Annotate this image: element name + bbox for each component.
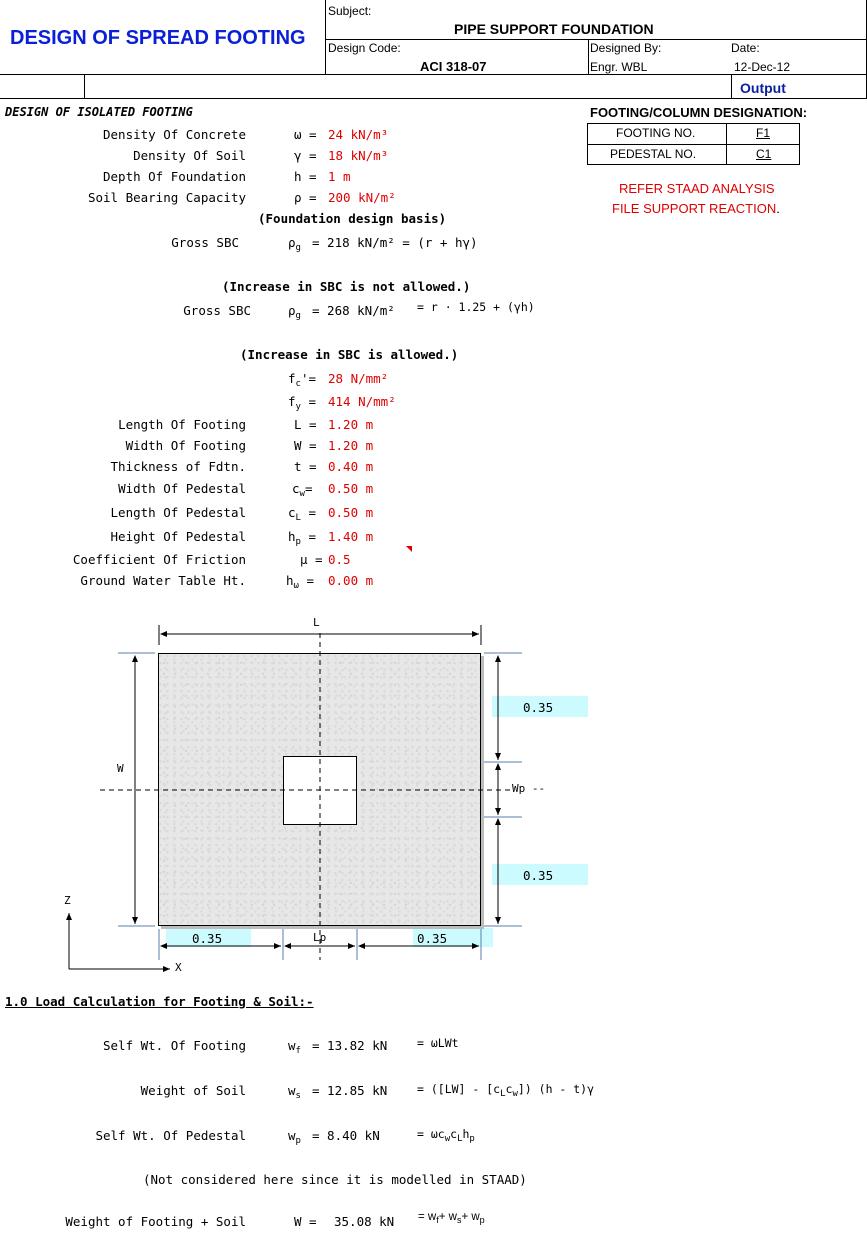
length-pedestal-sym-main: c [288,505,296,520]
footing-no-value[interactable]: F1 [756,126,771,140]
depth-foundation-value[interactable]: 1 m [328,169,351,184]
fc-sym-main: f [288,371,296,386]
width-footing-value[interactable]: 1.20 m [328,438,374,453]
design-code-value: ACI 318-07 [420,59,487,74]
soil-bearing-label: Soil Bearing Capacity [87,190,246,205]
total-weight-formula-sub2: s [456,1215,462,1225]
density-soil-sym: γ = [294,148,317,163]
design-code-label: Design Code: [328,41,401,55]
page-title: DESIGN OF SPREAD FOOTING [10,27,306,49]
fy-sym-sub: y [295,402,301,412]
not-allowed-note: (Increase in SBC is not allowed.) [222,279,471,294]
depth-foundation-label: Depth Of Foundation [103,169,246,184]
designation-title: FOOTING/COLUMN DESIGNATION: [590,105,808,120]
height-pedestal-sym-main: h [288,529,296,544]
self-wt-pedestal-eq: = 8.40 kN [312,1128,380,1143]
self-wt-pedestal-formula [417,1127,475,1144]
fc-sym-eq: '= [300,371,317,386]
self-wt-footing-sym [288,1038,301,1056]
weight-soil-sym [288,1083,301,1101]
weight-soil-formula-mid: c [505,1082,513,1096]
fy-value[interactable]: 414 N/mm² [328,394,396,409]
thickness-label: Thickness of Fdtn. [110,459,246,474]
weight-soil-label: Weight of Soil [140,1083,246,1098]
gross-sbc2-eq: = 268 kN/m² [312,303,395,318]
total-weight-formula-sub1: f [436,1215,439,1225]
self-wt-footing-formula: = ωLWt [417,1036,459,1050]
width-pedestal-sym-eq: = [304,481,313,496]
total-weight-label: Weight of Footing + Soil [65,1214,246,1229]
total-weight-eq: 35.08 kN [334,1214,395,1229]
gross-sbc1-label: Gross SBC [171,235,239,250]
water-table-label: Ground Water Table Ht. [80,573,246,588]
weight-soil-eq: = 12.85 kN [312,1083,388,1098]
axis-z-label: Z [64,894,71,907]
output-tab[interactable]: Output [740,80,786,96]
top-dim-value: 0.35 [523,700,554,715]
self-wt-footing-eq: = 13.82 kN [312,1038,388,1053]
length-pedestal-label: Length Of Pedestal [110,505,246,520]
density-soil-value[interactable]: 18 kN/m³ [328,148,389,163]
self-wt-pedestal-formula-sub2: L [457,1134,463,1144]
height-pedestal-sym-eq: = [300,529,317,544]
gross-sbc2-formula: = r · 1.25 + (γh) [417,300,535,314]
right-dim-value: 0.35 [417,931,448,946]
water-table-value[interactable]: 0.00 m [328,573,374,588]
weight-soil-formula-sub1: L [500,1089,506,1099]
gross-sbc2-label: Gross SBC [183,303,251,318]
total-weight-formula-mid2: + w [461,1211,480,1223]
length-pedestal-sym-eq: = [300,505,317,520]
gross-sbc1-sym-main: ρ [288,235,296,250]
self-wt-footing-sym-sub: f [295,1046,301,1056]
staad-note-dot: . [776,201,780,216]
total-weight-formula-a: = w [418,1211,437,1223]
dim-L-label: L [313,616,320,629]
staad-note-line1: REFER STAAD ANALYSIS [619,181,775,196]
length-footing-value[interactable]: 1.20 m [328,417,374,432]
thickness-sym: t = [294,459,317,474]
self-wt-footing-sym-main: w [288,1038,296,1053]
depth-foundation-sym: h = [294,169,317,184]
self-wt-pedestal-formula-sub1: w [444,1134,451,1144]
density-soil-label: Density Of Soil [133,148,246,163]
gross-sbc1-eq: = 218 kN/m² = (r + hγ) [312,235,478,250]
length-footing-sym: L = [294,417,317,432]
footing-no-label: FOOTING NO. [616,126,696,140]
height-pedestal-value[interactable]: 1.40 m [328,529,374,544]
gross-sbc2-sym-main: ρ [288,303,296,318]
subject-value: PIPE SUPPORT FOUNDATION [454,21,654,37]
total-weight-sym: W = [294,1214,317,1229]
subject-label: Subject: [328,4,372,18]
friction-sym: μ = [300,552,323,567]
designed-by-value: Engr. WBL [590,60,648,74]
gross-sbc2-sym-sub: g [295,311,301,321]
date-label: Date: [731,41,760,55]
pedestal-no-label: PEDESTAL NO. [610,147,697,161]
self-wt-pedestal-sym-sub: p [295,1136,301,1146]
self-wt-pedestal-formula-mid: c [450,1127,458,1141]
gross-sbc1-sym-sub: g [295,243,301,253]
section-title: DESIGN OF ISOLATED FOOTING [5,105,193,119]
water-table-sym-sub: ω [293,581,299,591]
bottom-dim-value: 0.35 [523,868,554,883]
density-concrete-label: Density Of Concrete [103,127,246,142]
basis-note: (Foundation design basis) [258,211,447,226]
total-weight-formula-sub3: p [479,1215,485,1225]
height-pedestal-label: Height Of Pedestal [110,529,246,544]
height-pedestal-sym-sub: p [295,537,301,547]
pedestal-no-value[interactable]: C1 [756,147,772,161]
friction-label: Coefficient Of Friction [72,552,246,567]
fc-sym-sub: c [295,379,301,389]
width-footing-label: Width Of Footing [125,438,246,453]
fy-sym-main: f [288,394,296,409]
total-weight-formula-mid: + w [438,1211,457,1223]
self-wt-pedestal-formula-mid2: h [462,1127,470,1141]
width-pedestal-label: Width Of Pedestal [118,481,246,496]
total-weight-formula [418,1211,485,1225]
length-pedestal-value[interactable]: 0.50 m [328,505,374,520]
date-value: 12-Dec-12 [734,60,791,74]
weight-soil-formula-sub2: w [512,1089,518,1099]
self-wt-pedestal-sym-main: w [288,1128,296,1143]
weight-soil-sym-main: w [288,1083,296,1098]
self-wt-pedestal-formula-sub3: p [469,1134,475,1144]
not-considered-note: (Not considered here since it is modelled in STAAD) [143,1172,527,1187]
soil-bearing-value[interactable]: 200 kN/m² [328,190,396,205]
self-wt-pedestal-sym [288,1128,301,1146]
dim-Wp-label: Wp -- [512,782,546,795]
allowed-note: (Increase in SBC is allowed.) [240,347,459,362]
thickness-value[interactable]: 0.40 m [328,459,374,474]
width-pedestal-sym-sub: w [299,489,305,499]
self-wt-pedestal-formula-a: = ωc [417,1127,445,1141]
left-dim-value: 0.35 [192,931,223,946]
weight-soil-formula-end: ]) (h - t)γ [517,1082,595,1096]
width-pedestal-sym-main: c [292,481,300,496]
width-pedestal-value[interactable]: 0.50 m [328,481,374,496]
soil-bearing-sym: ρ = [294,190,317,205]
length-pedestal-sym-sub: L [295,513,301,523]
self-wt-pedestal-label: Self Wt. Of Pedestal [95,1128,246,1143]
water-table-sym-eq: = [298,573,315,588]
designed-by-label: Designed By: [590,41,662,55]
water-table-sym-main: h [286,573,294,588]
dim-W-label: W [117,762,124,775]
dim-Lp-label: Lp [313,931,327,944]
load-section-title: 1.0 Load Calculation for Footing & Soil:- [5,994,314,1009]
width-footing-sym: W = [294,438,317,453]
weight-soil-formula [417,1082,594,1099]
length-footing-label: Length Of Footing [118,417,246,432]
fy-sym-eq: = [300,394,317,409]
weight-soil-sym-sub: s [295,1091,301,1101]
staad-note-line2-text: FILE SUPPORT REACTION [612,201,777,216]
fc-value[interactable]: 28 N/mm² [328,371,389,386]
axis-x-label: X [175,961,182,974]
weight-soil-formula-a: = ([LW] - [c [417,1082,501,1096]
density-concrete-value[interactable]: 24 kN/m³ [328,127,389,142]
density-concrete-sym: ω = [294,127,317,142]
self-wt-footing-label: Self Wt. Of Footing [103,1038,246,1053]
friction-value[interactable]: 0.5 [328,552,351,567]
